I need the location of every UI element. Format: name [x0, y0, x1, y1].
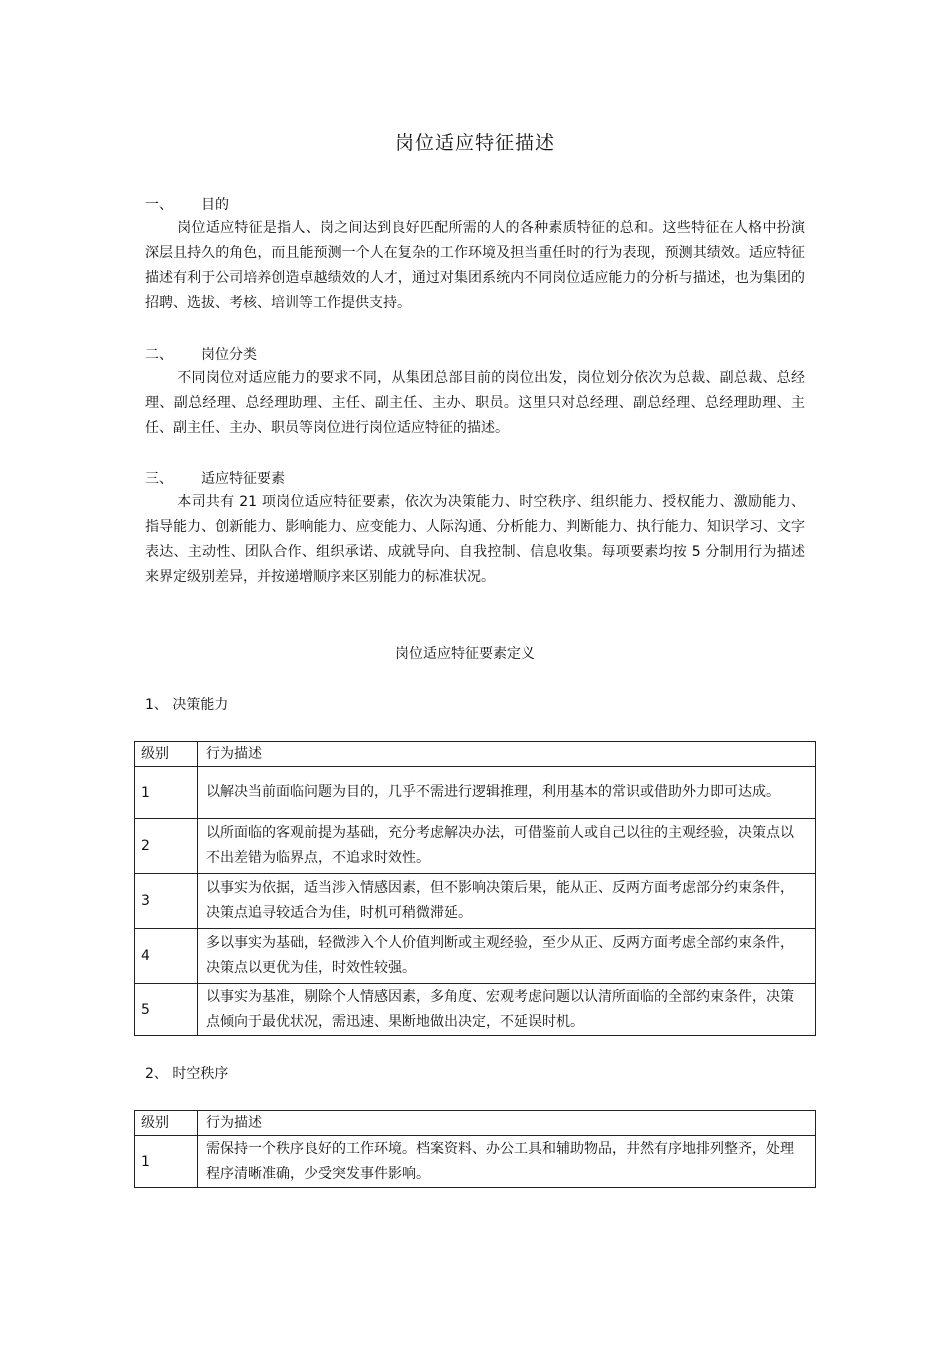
header-level: 级别 — [135, 1111, 198, 1136]
table-row — [135, 767, 816, 819]
row-description: 以事实为基准，剔除个人情感因素，多角度、宏观考虑问题以认清所面临的全部约束条件，决策点倾向于最优状况，需迅速、果断地做出决定，不延误时机。 — [198, 984, 816, 1036]
definition-title: 岗位适应特征要素定义 — [395, 646, 535, 662]
section-heading-purpose — [145, 194, 229, 214]
row-level: 3 — [135, 874, 198, 929]
section-body-text: 不同岗位对适应能力的要求不同，从集团总部目前的岗位出发，岗位划分依次为总裁、副总裁、总经理、副总经理、总经理助理、主任、副主任、主办、职员。这里只对总经理、副总经理、总经理助理、主任、副主任、主办、职员等岗位进行岗位适应特征的描述。 — [145, 370, 805, 436]
section-title: 适应特征要素 — [201, 471, 285, 487]
row-level: 4 — [135, 929, 198, 984]
row-description: 以事实为依据，适当涉入情感因素，但不影响决策后果，能从正、反两方面考虑部分约束条件，决策点追寻较适合为佳，时机可稍微滞延。 — [198, 874, 816, 929]
row-description: 多以事实为基础，轻微涉入个人价值判断或主观经验，至少从正、反两方面考虑全部约束条件，决策点以更优为佳，时效性较强。 — [198, 929, 816, 984]
section-title: 岗位分类 — [201, 347, 257, 363]
section-number: 二、 — [145, 347, 173, 363]
decision-level-table — [134, 741, 816, 1036]
row-description: 以所面临的客观前提为基础，充分考虑解决办法，可借鉴前人或自己以往的主观经验，决策点以不出差错为临界点，不追求时效性。 — [198, 819, 816, 874]
row-level: 1 — [135, 767, 198, 819]
section-title: 目的 — [201, 197, 229, 213]
header-description: 行为描述 — [198, 742, 816, 767]
section-number: 三、 — [145, 471, 173, 487]
page-title: 岗位适应特征描述 — [394, 132, 555, 154]
table-header-row — [135, 1111, 816, 1136]
table-row — [135, 984, 816, 1036]
row-level: 5 — [135, 984, 198, 1036]
section-body-text: 本司共有 21 项岗位适应特征要素，依次为决策能力、时空秩序、组织能力、授权能力、激励能力、指导能力、创新能力、影响能力、应变能力、人际沟通、分析能力、判断能力、执行能力、知识学习、文字表达、主动性、团队合作、组织承诺、成就导向、自我控制、信息收集。每项要素均按 5 分制用行为描述来界定级别差异，并按递增顺序来区别能力的标准状况。 — [145, 494, 805, 585]
section-number: 一、 — [145, 197, 173, 213]
section-body-purpose — [145, 216, 805, 316]
table-row — [135, 929, 816, 984]
header-description: 行为描述 — [198, 1111, 816, 1136]
table-header-row — [135, 742, 816, 767]
row-level: 1 — [135, 1136, 198, 1188]
item-label-time-order: 2、 时空秩序 — [145, 1066, 229, 1082]
header-level: 级别 — [135, 742, 198, 767]
table-row — [135, 874, 816, 929]
row-description: 以解决当前面临问题为目的，几乎不需进行逻辑推理，利用基本的常识或借助外力即可达成。 — [198, 767, 816, 819]
section-heading-classification — [145, 344, 257, 364]
table-row — [135, 819, 816, 874]
row-description: 需保持一个秩序良好的工作环境。档案资料、办公工具和辅助物品，井然有序地排列整齐，处理程序清晰准确，少受突发事件影响。 — [198, 1136, 816, 1188]
section-body-elements — [145, 490, 805, 590]
row-level: 2 — [135, 819, 198, 874]
item-label-decision: 1、 决策能力 — [145, 697, 229, 713]
section-heading-elements — [145, 468, 285, 488]
section-body-classification — [145, 366, 805, 441]
section-body-text: 岗位适应特征是指人、岗之间达到良好匹配所需的人的各种素质特征的总和。这些特征在人格中扮演深层且持久的角色，而且能预测一个人在复杂的工作环境及担当重任时的行为表现，预测其绩效。适应特征描述有利于公司培养创造卓越绩效的人才，通过对集团系统内不同岗位适应能力的分析与描述，也为集团的招聘、选拔、考核、培训等工作提供支持。 — [145, 220, 805, 311]
time-order-level-table — [134, 1110, 816, 1188]
table-row — [135, 1136, 816, 1188]
